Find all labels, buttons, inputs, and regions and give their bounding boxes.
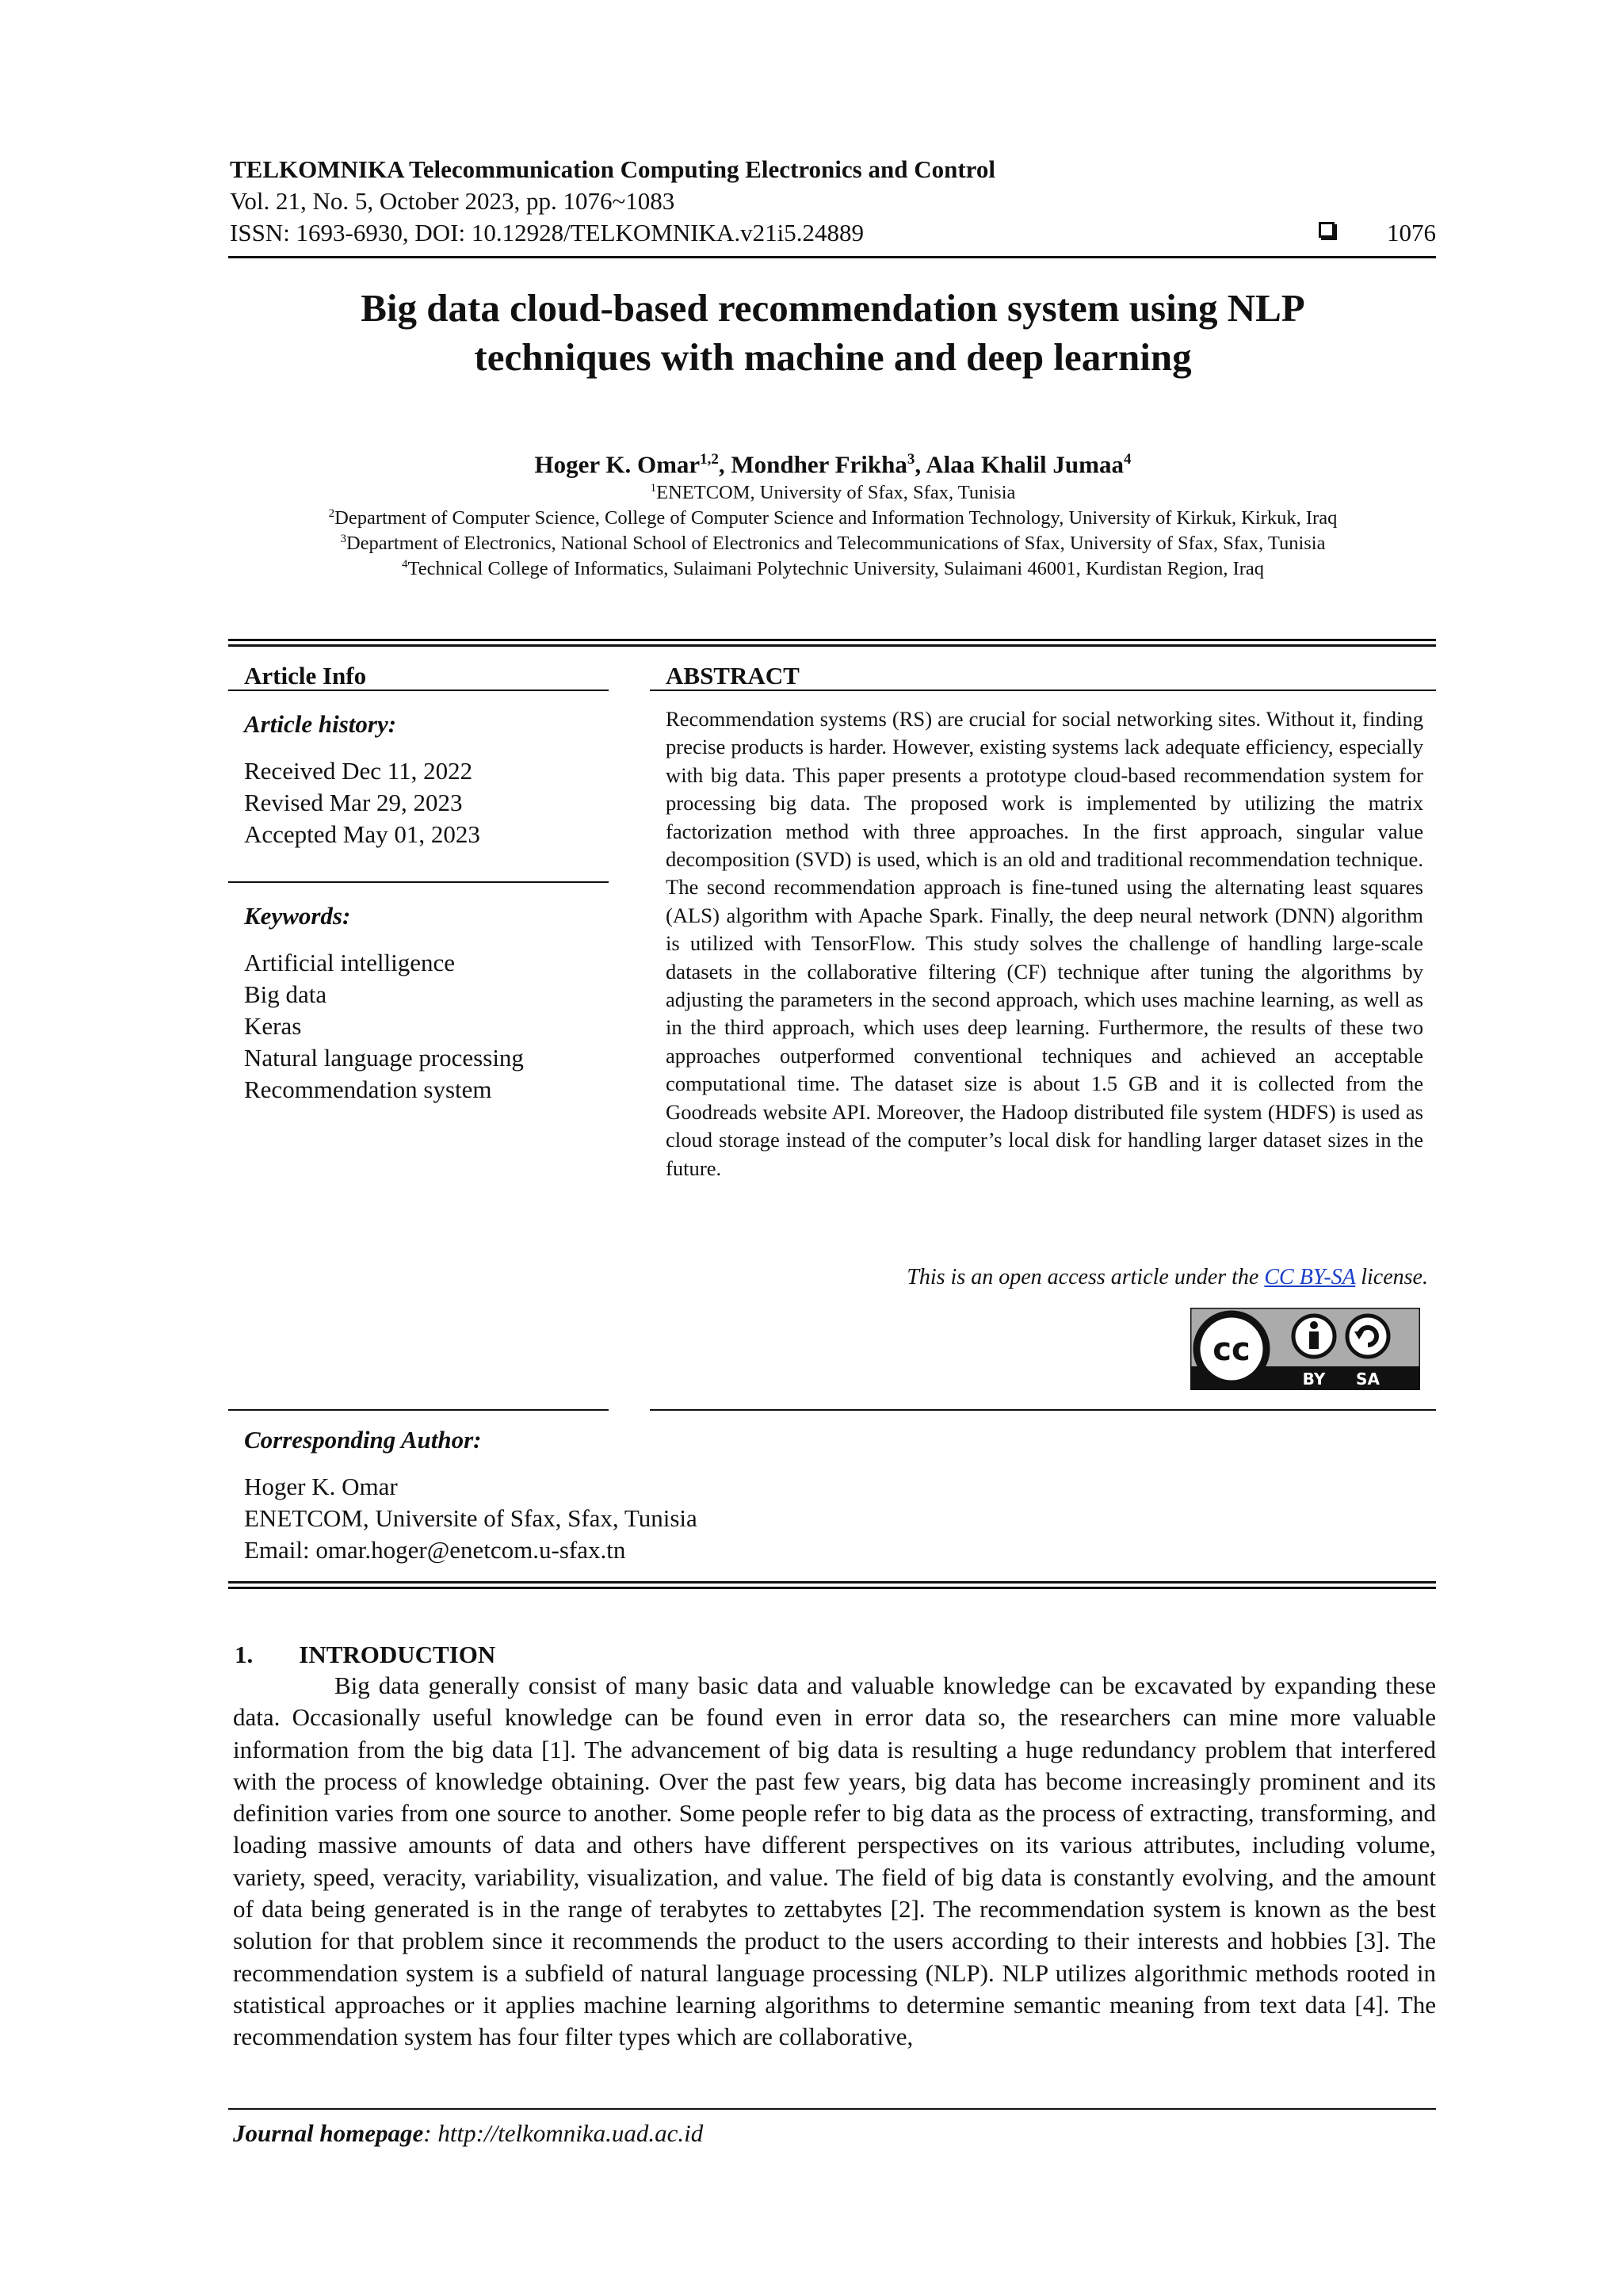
journal-volume: Vol. 21, No. 5, October 2023, pp. 1076~1083	[230, 187, 675, 215]
author-affil-marker: 4	[1123, 451, 1132, 468]
journal-homepage	[233, 2118, 703, 2149]
license-note	[907, 1263, 1428, 1292]
abstract-rule	[650, 1409, 1436, 1411]
footer-rule	[228, 2108, 1436, 2110]
homepage-url[interactable]: http://telkomnika.uad.ac.id	[437, 2119, 704, 2147]
journal-name: TELKOMNIKA Telecommunication Computing Electronics and Control	[230, 155, 995, 183]
square-bullet-icon	[1319, 222, 1335, 238]
article-info-rule	[228, 1409, 609, 1411]
keyword-item: Big data	[244, 980, 327, 1008]
section-rule	[228, 644, 1436, 647]
paper-title	[230, 284, 1436, 382]
title-line-1: Big data cloud-based recommendation system using NLP	[361, 286, 1305, 330]
abstract-heading: ABSTRACT	[666, 662, 800, 690]
section-title: INTRODUCTION	[299, 1641, 496, 1668]
keyword-item: Recommendation system	[244, 1075, 492, 1103]
accepted-date: Accepted May 01, 2023	[244, 820, 480, 848]
license-prefix: This is an open access article under the	[907, 1265, 1265, 1289]
article-info-rule	[228, 690, 609, 691]
affiliation-marker: 4	[401, 558, 408, 571]
section-rule	[228, 1581, 1436, 1584]
keyword-item: Keras	[244, 1012, 302, 1040]
keyword-item: Natural language processing	[244, 1044, 524, 1072]
revised-date: Revised Mar 29, 2023	[244, 789, 463, 816]
title-line-2: techniques with machine and deep learning	[474, 335, 1192, 379]
affiliation-marker: 1	[650, 482, 657, 495]
corresponding-author-affiliation: ENETCOM, Universite of Sfax, Sfax, Tunisia	[244, 1504, 697, 1532]
header-rule	[228, 256, 1436, 258]
keywords-label: Keywords:	[244, 902, 351, 930]
affiliation-text: Department of Electronics, National School of Electronics and Telecommunications of Sfax, University of Sfax, Sfax, Tunisia	[346, 533, 1326, 555]
cc-by-sa-link[interactable]: CC BY-SA	[1264, 1265, 1356, 1289]
affiliation-marker: 2	[328, 507, 335, 520]
corresponding-author-label: Corresponding Author:	[244, 1426, 482, 1454]
author-name: Mondher Frikha	[731, 450, 907, 479]
sa-label: SA	[1356, 1370, 1380, 1389]
cc-mark: cc	[1212, 1331, 1251, 1368]
corresponding-author-name: Hoger K. Omar	[244, 1473, 398, 1500]
author-affil-marker: 1,2	[700, 451, 719, 468]
author-separator: ,	[718, 450, 731, 479]
abstract-rule	[650, 690, 1436, 691]
section-rule	[228, 1587, 1436, 1589]
cc-by-sa-badge-icon[interactable]	[1190, 1308, 1420, 1390]
affiliation-text: ENETCOM, University of Sfax, Sfax, Tunisia	[656, 482, 1016, 504]
author-affil-marker: 3	[907, 451, 915, 468]
author-separator: ,	[915, 450, 926, 479]
section-number: 1.	[235, 1641, 254, 1668]
author-name: Alaa Khalil Jumaa	[926, 450, 1124, 479]
by-label: BY	[1302, 1370, 1326, 1389]
affiliation-text: Department of Computer Science, College of Computer Science and Information Technology, University of Kirkuk, Kirkuk, Iraq	[334, 507, 1338, 529]
received-date: Received Dec 11, 2022	[244, 757, 473, 785]
introduction-heading	[235, 1639, 495, 1671]
affiliation	[230, 552, 1436, 582]
corresponding-author-email: Email: omar.hoger@enetcom.u-sfax.tn	[244, 1536, 626, 1564]
article-info-heading: Article Info	[244, 662, 367, 690]
journal-issn-doi: ISSN: 1693-6930, DOI: 10.12928/TELKOMNIKA.v21i5.24889	[230, 219, 864, 246]
affiliation-text: Technical College of Informatics, Sulaimani Polytechnic University, Sulaimani 46001, Kurdistan Region, Iraq	[407, 558, 1265, 580]
author-name: Hoger K. Omar	[534, 450, 701, 479]
introduction-text: Big data generally consist of many basic data and valuable knowledge can be excavated by expanding these data. Occasionally useful knowledge can be found even in error data so, the researchers can mine more valuable information from the big data [1]. The advancement of big data is resulting a huge redundancy problem that interfered with the process of knowledge obtaining. Over the past few years, big data has become increasingly prominent and its definition varies from one source to another. Some people refer to big data as the process of extracting, transforming, and loading massive amounts of data and others have different perspectives on its various attributes, including volume, variety, speed, veracity, variability, visualization, and value. The field of big data is constantly evolving, and the amount of data being generated is in the range of terabytes to zettabytes [2]. The recommendation system is known as the best solution for that problem since it recommends the product to the users according to their interests and hobbies [3]. The recommendation system is a subfield of natural language processing (NLP). NLP utilizes algorithmic methods rooted in statistical approaches or it applies machine learning algorithms to determine semantic meaning from text data [4]. The recommendation system has four filter types which are collaborative,	[233, 1671, 1436, 2051]
article-history-label: Article history:	[244, 710, 397, 738]
affiliation-marker: 3	[340, 533, 346, 545]
homepage-separator: :	[423, 2119, 438, 2147]
section-rule	[228, 639, 1436, 641]
page-number: 1076	[1387, 219, 1436, 246]
keyword-item: Artificial intelligence	[244, 949, 455, 976]
article-info-rule	[228, 881, 609, 883]
homepage-label: Journal homepage	[233, 2119, 424, 2147]
license-suffix: license.	[1355, 1265, 1428, 1289]
abstract-text: Recommendation systems (RS) are crucial for social networking sites. Without it, finding precise products is harder. However, existing systems lack adequate efficiency, especially with big data. This paper presents a prototype cloud-based recommendation system for processing big data. The proposed work is implemented by utilizing the matrix factorization method with three approaches. In the first approach, singular value decomposition (SVD) is used, which is an old and traditional recommendation technique. The second recommendation approach is fine-tuned using the alternating least squares (ALS) algorithm with Apache Spark. Finally, the deep neural network (DNN) algorithm is utilized with TensorFlow. This study solves the challenge of handling large-scale datasets in the collaborative filtering (CF) technique after tuning the algorithms by adjusting the parameters in the second approach, which uses machine learning, as well as in the third approach, which uses deep learning. Furthermore, the results of these two approaches outperformed conventional techniques and achieved an acceptable computational time. The dataset size is about 1.5 GB and it is collected from the Goodreads website API. Moreover, the Hadoop distributed file system (HDFS) is used as cloud storage instead of the computer’s local disk for handling larger dataset sizes in the future.	[666, 707, 1423, 1180]
